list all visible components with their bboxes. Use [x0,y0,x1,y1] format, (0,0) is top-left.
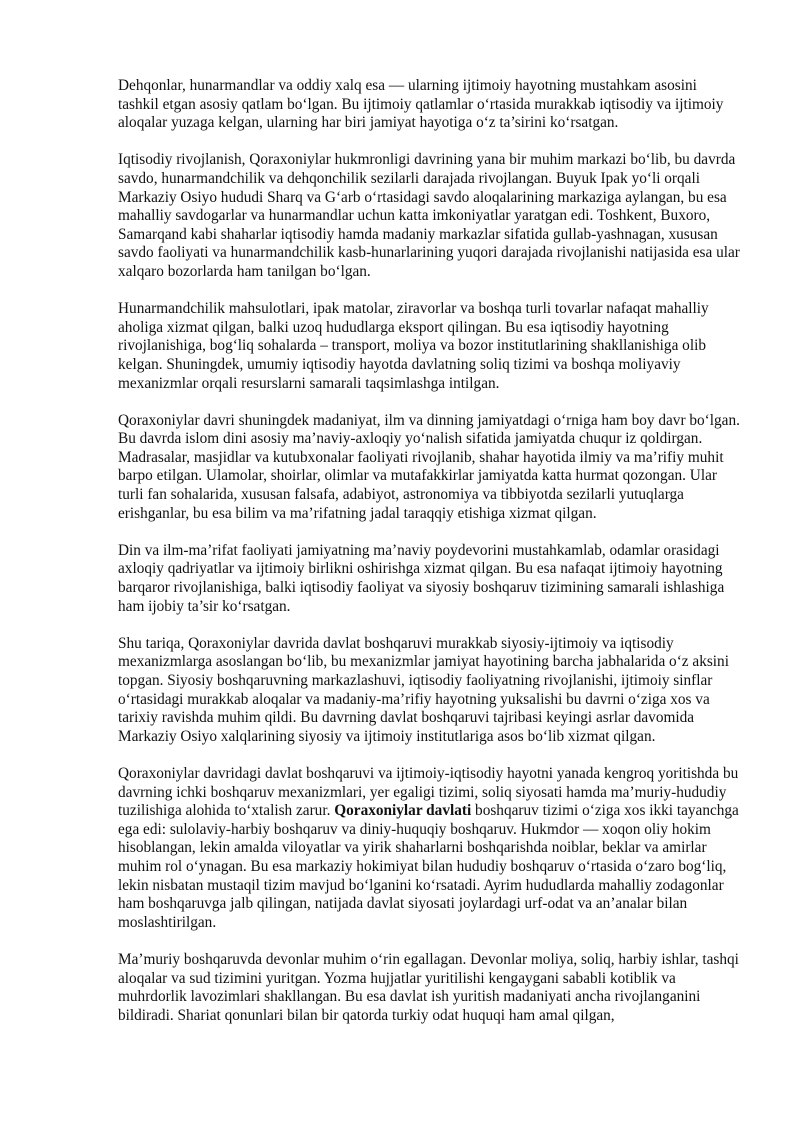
paragraph-spiritual-foundation: Din va ilm-ma’rifat faoliyati jamiyatning ma’naviy poydevorini mustahkamlab, odamlar orasidagi axloqiy qadriyatlar va ijtimoiy birlikni oshirishga xizmat qilgan. Bu esa nafaqat ijtimoiy hayotning barqaror rivojlanishiga, balki iqtisodiy faoliyat va siyosiy boshqaruv tizimining samarali ishlashiga ham ijobiy ta’sir ko‘rsatgan. [118,541,725,615]
paragraph-governance-summary: Shu tariqa, Qoraxoniylar davrida davlat boshqaruvi murakkab siyosiy-ijtimoiy va iqtisodiy mexanizmlarga asoslangan bo‘lib, bu mexanizmlar jamiyat hayotining barcha jabhalarida o‘z aksini topgan. Siyosiy boshqaruvning markazlashuvi, iqtisodiy faoliyatning rivojlanishi, ijtimoiy sinflar o‘rtasidagi murakkab aloqalar va madaniy-ma’rifiy hayotning yuksalishi bu davrni o‘ziga xos va tarixiy ravishda muhim qildi. Bu davrning davlat boshqaruvi tajribasi keyingi asrlar davomida Markaziy Osiyo xalqlarining siyosiy va ijtimoiy institutlariga asos bo‘lib xizmat qilgan. [118,634,729,745]
paragraph-culture-religion: Qoraxoniylar davri shuningdek madaniyat, ilm va dinning jamiyatdagi o‘rniga ham boy davr bo‘lgan. Bu davrda islom dini asosiy ma’naviy-axloqiy yo‘nalish sifatida jamiyatda chuqur iz qoldirgan. Madrasalar, masjidlar va kutubxonalar faoliyati rivojlanib, shahar hayotida ilmiy va ma’rifiy muhit barpo etilgan. Ulamolar, shoirlar, olimlar va mutafakkirlar jamiyatda katta hurmat qozongan. Ular turli fan sohalarida, xususan falsafa, adabiyot, astronomiya va tibbiyotda sezilarli yutuqlarga erishganlar, bu esa bilim va ma’rifatning jadal taraqqiy etishiga xizmat qilgan. [118,411,740,522]
document-page [118,77,740,1025]
paragraph-economic-development: Iqtisodiy rivojlanish, Qoraxoniylar hukmronligi davrining yana bir muhim markazi bo‘lib, bu davrda savdo, hunarmandchilik va dehqonchilik sezilarli darajada rivojlangan. Buyuk Ipak yo‘li orqali Markaziy Osiyo hududi Sharq va G‘arb o‘rtasidagi savdo aloqalarining markaziga aylangan, bu esa mahalliy savdogarlar va hunarmandlar uchun katta imkoniyatlar yaratgan edi. Toshkent, Buxoro, Samarqand kabi shaharlar iqtisodiy hamda madaniy markazlar sifatida gullab-yashnagan, xususan savdo faoliyati va hunarmandchilik kasb-hunarlarining yuqori darajada rivojlanishi natijasida esa ular xalqaro bozorlarda ham tanilgan bo‘lgan. [118,151,740,280]
paragraph-text-before: Qoraxoniylar davridagi davlat boshqaruvi va ijtimoiy-iqtisodiy hayotni yanada kengroq yoritishda bu davrning ichki boshqaruv mexanizmlari, yer egaligi tizimi, soliq siyosati hamda ma’muriy-hududiy tuzilishiga alohida to‘xtalish zarur. [118,764,739,820]
paragraph-text-after: boshqaruv tizimi o‘ziga xos ikki tayanchga ega edi: sulolaviy-harbiy boshqaruv va diniy-huquqiy boshqaruv. Hukmdor — xoqon oliy hokim hisoblangan, lekin amalda viloyatlar va yirik shaharlarni boshqarishda noiblar, beklar va amirlar muhim rol o‘ynagan. Bu esa markaziy hokimiyat bilan hududiy boshqaruv o‘rtasida o‘zaro bog‘liq, lekin nisbatan mustaqil tizim mavjud bo‘lganini ko‘rsatadi. Ayrim hududlarda mahalliy zodagonlar ham boshqaruvga jalb qilingan, natijada davlat siyosati joylardagi urf-odat va an’analar bilan moslashtirilgan. [118,802,739,931]
paragraph-state-administration [118,765,740,932]
paragraph-social-classes: Dehqonlar, hunarmandlar va oddiy xalq esa — ularning ijtimoiy hayotning mustahkam asosini tashkil etgan asosiy qatlam bo‘lgan. Bu ijtimoiy qatlamlar o‘rtasida murakkab iqtisodiy va ijtimoiy aloqalar yuzaga kelgan, ularning har biri jamiyat hayotiga o‘z ta’sirini ko‘rsatgan. [118,77,724,132]
paragraph-crafts-trade: Hunarmandchilik mahsulotlari, ipak matolar, ziravorlar va boshqa turli tovarlar nafaqat mahalliy aholiga xizmat qilgan, balki uzoq hududlarga eksport qilingan. Bu esa iqtisodiy hayotning rivojlanishiga, bog‘liq sohalarda – transport, moliya va bozor institutlarining shakllanishiga olib kelgan. Shuningdek, umumiy iqtisodiy hayotda davlatning soliq tizimi va boshqa moliyaviy mexanizmlar orqali resurslarni samarali taqsimlashga intilgan. [118,300,709,392]
paragraph-administrative-divans: Ma’muriy boshqaruvda devonlar muhim o‘rin egallagan. Devonlar moliya, soliq, harbiy ishlar, tashqi aloqalar va sud tizimini yuritgan. Yozma hujjatlar yuritilishi kengaygani sababli kotiblik va muhrdorlik lavozimlari shakllangan. Bu esa davlat ish yuritish madaniyati ancha rivojlanganini bildiradi. Shariat qonunlari bilan bir qatorda turkiy odat huquqi ham amal qilgan, [118,950,739,1024]
bold-term-qoraxoniylar-davlati: Qoraxoniylar davlati [334,802,472,820]
